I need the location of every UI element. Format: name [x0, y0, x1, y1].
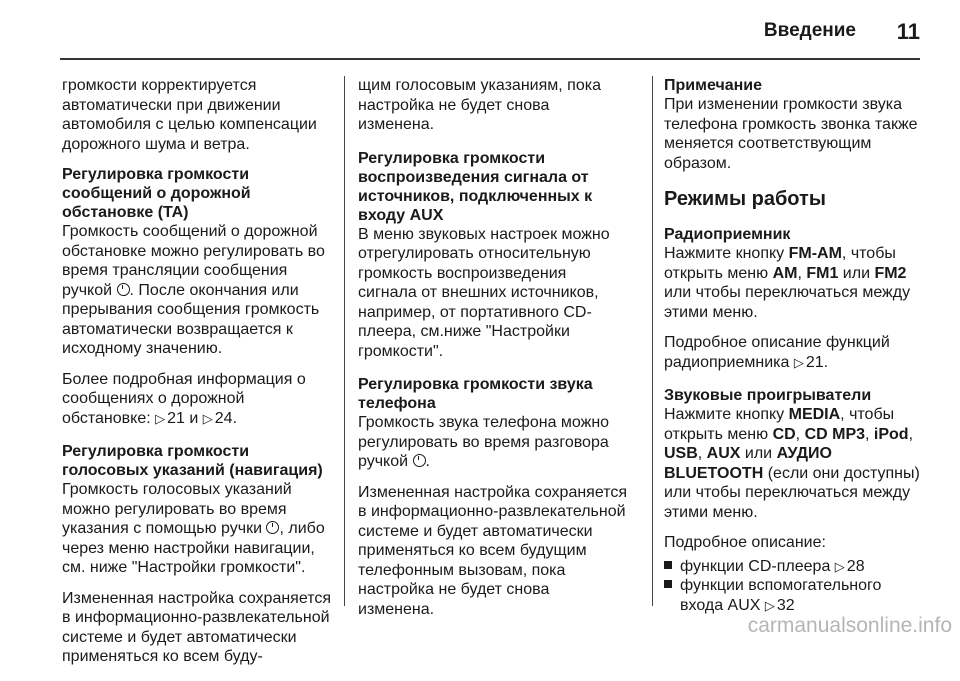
ta-more: Более подробная информация о сообщениях о дорожной обстановке: ▷ 21 и ▷ 24. — [62, 370, 306, 427]
modes-heading: Режимы работы — [664, 188, 826, 210]
bullet-icon — [664, 580, 672, 588]
knob-icon — [117, 283, 130, 296]
nav-section — [62, 442, 332, 667]
header-rule — [60, 58, 920, 60]
radio-text: Нажмите кнопку FM-AM, чтобы открыть меню AM, FM1 или FM2 или чтобы переключаться между этими меню. — [664, 245, 911, 321]
knob-icon — [413, 454, 426, 467]
media-button-label: MEDIA — [788, 406, 841, 423]
column-1 — [62, 76, 332, 681]
aux-text: В меню звуковых настроек можно отрегулировать относительную громкость воспроизведения сигнала от внешних источников, например, от портативного CD-плеера, см.ниже "Настройки громкости". — [358, 225, 610, 360]
column-3 — [664, 76, 926, 629]
phone-section — [358, 375, 628, 619]
continued-paragraph: щим голосовым указаниям, пока настройка не будет снова изменена. — [358, 77, 601, 133]
page-ref[interactable]: 28 — [846, 557, 865, 575]
aux-section — [358, 149, 628, 362]
players-text: Нажмите кнопку MEDIA, чтобы открыть меню CD, CD MP3, iPod, USB, AUX или АУДИО BLUETOOTH (если они доступны) или чтобы переключаться между этими меню. — [664, 406, 920, 521]
cd-menu-label: CD — [772, 425, 796, 443]
phone-text: Громкость звука телефона можно регулировать во время разговора ручкой . — [358, 414, 610, 470]
details-list — [664, 557, 926, 616]
section-title: Введение — [763, 20, 856, 41]
intro-paragraph: громкости корректируется автоматически при движении автомобиля с целью компенсации дорожного шума и ветра. — [62, 77, 317, 153]
nav-text: Громкость голосовых указаний можно регулировать во время указания с помощью ручки , либо через меню настройки навигации, см. ниже "Настройки громкости". — [62, 481, 325, 576]
fm1-menu-label: FM1 — [806, 264, 839, 282]
bluetooth-audio-menu-label: АУДИО BLUETOOTH — [664, 445, 832, 482]
usb-menu-label: USB — [664, 445, 698, 462]
radio-section — [664, 225, 926, 372]
radio-heading: Радиоприемник — [664, 226, 791, 243]
watermark: carmanualsonline.info — [747, 614, 952, 637]
note-heading: Примечание — [664, 77, 763, 94]
ta-text: Громкость сообщений о дорожной обстановке можно регулировать во время трансляции сообщения ручкой . После окончания или прерывания сообщения громкость автоматически возвращается к исходному значению. — [62, 223, 325, 357]
aux-heading: Регулировка громкости воспроизведения сигнала от источников, подключенных к входу AUX — [358, 149, 593, 224]
players-section — [664, 386, 926, 615]
ipod-menu-label: iPod — [873, 425, 909, 443]
knob-icon — [266, 521, 279, 534]
column-divider — [652, 76, 653, 606]
details-label: Подробное описание: — [664, 534, 826, 551]
ta-section — [62, 165, 332, 428]
reference-arrow-icon: ▷ — [793, 354, 804, 370]
reference-arrow-icon: ▷ — [202, 410, 213, 426]
aux-menu-label: AUX — [706, 445, 741, 462]
nav-heading: Регулировка громкости голосовых указаний (навигация) — [62, 443, 323, 479]
fm2-menu-label: FM2 — [874, 264, 907, 282]
am-menu-label: AM — [772, 264, 798, 282]
players-heading: Звуковые проигрыватели — [664, 387, 872, 404]
bullet-icon — [664, 561, 672, 569]
column-divider — [344, 76, 345, 606]
ta-heading: Регулировка громкости сообщений о дорожной обстановке (TA) — [62, 166, 251, 221]
radio-more: Подробное описание функций радиоприемника ▷ 21. — [664, 334, 890, 371]
page-ref[interactable]: 32 — [776, 596, 795, 614]
note-box — [664, 76, 926, 173]
page-header — [0, 0, 960, 60]
list-item: функции вспомогательного входа AUX ▷ 32 — [664, 576, 926, 615]
reference-arrow-icon: ▷ — [764, 597, 775, 613]
reference-arrow-icon: ▷ — [155, 410, 166, 426]
reference-arrow-icon: ▷ — [834, 558, 845, 574]
fm-am-button-label: FM-AM — [788, 245, 842, 262]
column-2 — [358, 76, 628, 633]
phone-heading: Регулировка громкости звука телефона — [358, 376, 593, 412]
page-number: 11 — [896, 19, 920, 44]
nav-saved: Измененная настройка сохраняется в информационно-развлекательной системе и будет автоматически применяться ко всем буду- — [62, 589, 332, 665]
page-ref[interactable]: 21 — [805, 353, 824, 371]
page-ref[interactable]: 21 — [167, 409, 185, 427]
cd-mp3-menu-label: CD MP3 — [804, 425, 866, 443]
phone-saved: Измененная настройка сохраняется в информационно-развлекательной системе и будет автоматически применяться ко всем будущим телефонным вызовам, пока настройка не будет снова изменена. — [358, 483, 628, 618]
page-ref[interactable]: 24 — [214, 409, 233, 427]
note-text: При изменении громкости звука телефона громкость звонка также меняется соответствующим образом. — [664, 96, 918, 172]
list-item: функции CD-плеера ▷ 28 — [664, 557, 926, 577]
